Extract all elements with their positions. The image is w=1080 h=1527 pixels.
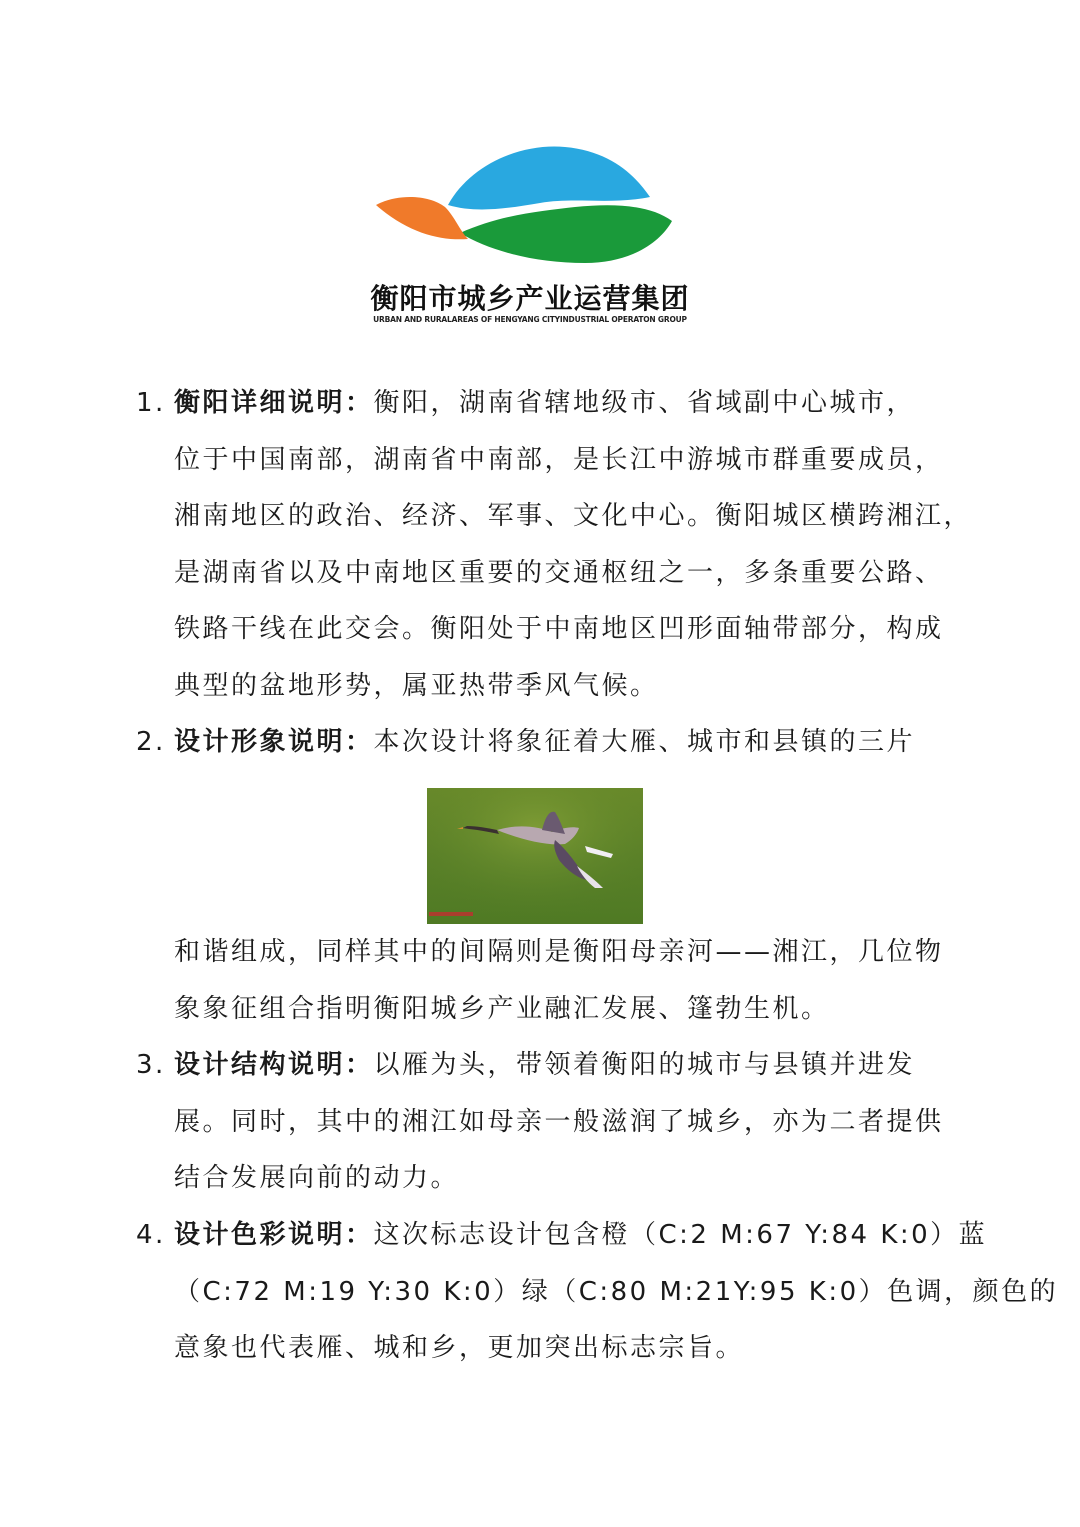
logo-title: 衡阳市城乡产业运营集团 (370, 282, 690, 315)
section-text: 以雁为头，带领着衡阳的城市与县镇并进发 (373, 1050, 916, 1080)
section-heading: 设计色彩说明： (174, 1220, 374, 1250)
section-text: 衡阳，湖南省辖地级市、省域副中心城市， (373, 388, 916, 418)
text-line: 位于中国南部，湖南省中南部，是长江中游城市群重要成员， (174, 444, 944, 475)
goose-photo (427, 788, 643, 924)
section-heading: 设计形象说明： (174, 727, 374, 757)
section-heading: 设计结构说明： (174, 1050, 374, 1080)
text-line: 结合发展向前的动力。 (174, 1163, 460, 1193)
section-number: 3. (136, 1050, 166, 1080)
text-line: 是湖南省以及中南地区重要的交通枢纽之一，多条重要公路、 (174, 557, 944, 588)
text-line: 象象征组合指明衡阳城乡产业融汇发展、篷勃生机。 (174, 993, 830, 1024)
section-text: 这次标志设计包含橙（C:2 M:67 Y:84 K:0）蓝 (373, 1220, 988, 1250)
section-number: 1. (136, 388, 166, 418)
section-2-continued (136, 924, 946, 1037)
text-line: 展。同时，其中的湘江如母亲一般滋润了城乡，亦为二者提供 (174, 1106, 944, 1137)
section-heading: 衡阳详细说明： (174, 388, 374, 418)
text-line: 湘南地区的政治、经济、军事、文化中心。衡阳城区横跨湘江， (174, 501, 973, 531)
text-line: 意象也代表雁、城和乡，更加突出标志宗旨。 (174, 1333, 745, 1363)
section-4-first-line (136, 1207, 988, 1264)
section-3 (136, 1037, 946, 1207)
section-1 (136, 375, 973, 714)
section-2 (136, 714, 946, 771)
text-line: 铁路干线在此交会。衡阳处于中南地区凹形面轴带部分，构成 (174, 614, 944, 644)
flying-goose-image (427, 788, 643, 924)
logo-mark-icon (360, 135, 700, 275)
section-number: 4. (136, 1220, 166, 1250)
section-4 (136, 1207, 1059, 1377)
logo-green-shape (460, 205, 672, 263)
logo-subtitle: URBAN AND RURALAREAS OF HENGYANG CITYINDUSTRIAL OPERATON GROUP (373, 315, 687, 324)
section-1-first-line (136, 375, 946, 432)
logo-blue-shape (448, 147, 650, 210)
section-2-first-line (136, 714, 946, 771)
text-line: （C:72 M:19 Y:30 K:0）绿（C:80 M:21Y:95 K:0）色调，颜色的 (174, 1276, 1059, 1307)
text-line: 和谐组成，同样其中的间隔则是衡阳母亲河——湘江，几位物 (174, 937, 944, 967)
section-text: 本次设计将象征着大雁、城市和县镇的三片 (373, 727, 916, 757)
section-3-first-line (136, 1037, 946, 1094)
section-number: 2. (136, 727, 166, 757)
company-logo (360, 135, 700, 335)
text-line: 典型的盆地形势，属亚热带季风气候。 (174, 670, 659, 701)
